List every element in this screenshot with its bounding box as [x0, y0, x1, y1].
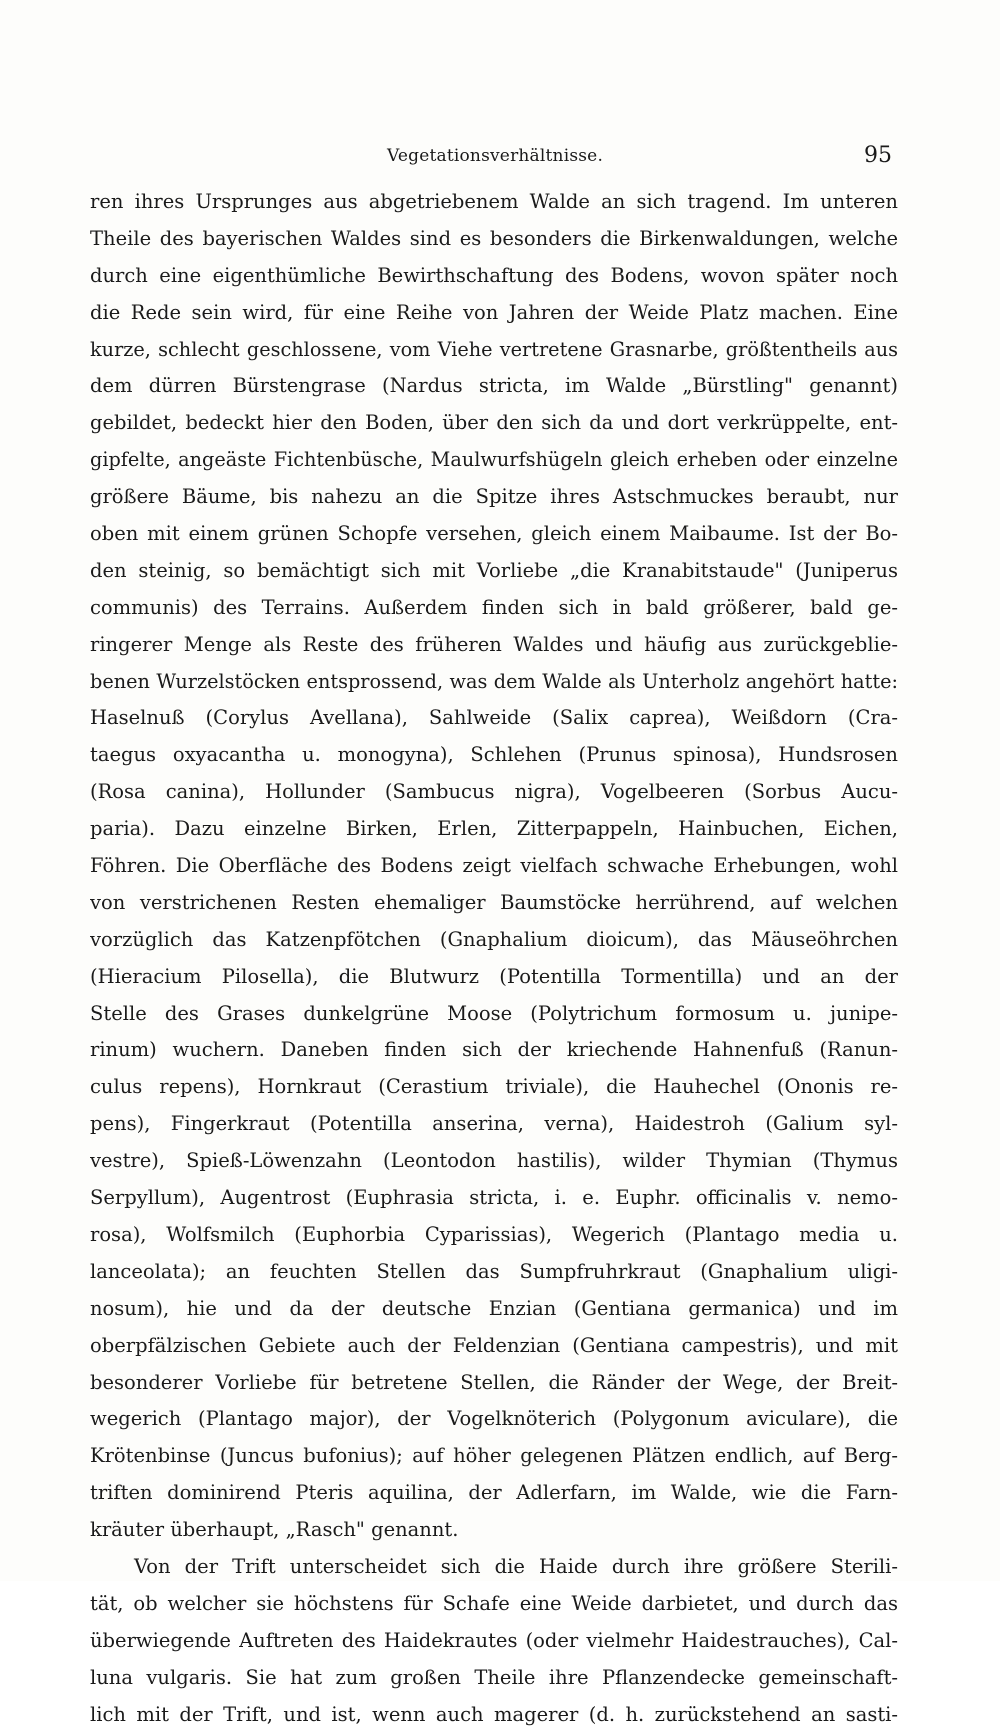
text-line: vorzüglich das Katzenpfötchen (Gnaphalium dioicum), das Mäuseöhrchen	[90, 927, 898, 951]
text-line: Föhren. Die Oberfläche des Bodens zeigt vielfach schwache Erhebungen, wohl	[90, 854, 898, 878]
text-line: die Rede sein wird, für eine Reihe von Jahren der Weide Platz machen. Eine	[90, 300, 898, 324]
text-line: Serpyllum), Augentrost (Euphrasia stricta, i. e. Euphr. officinalis v. nemo-	[90, 1186, 898, 1210]
page-number: 95	[864, 143, 892, 168]
text-line: gebildet, bedeckt hier den Boden, über den sich da und dort verkrüppelte, ent-	[90, 411, 898, 435]
text-line: pens), Fingerkraut (Potentilla anserina, verna), Haidestroh (Galium syl-	[90, 1112, 898, 1136]
text-line: (Rosa canina), Hollunder (Sambucus nigra), Vogelbeeren (Sorbus Aucu-	[90, 780, 898, 804]
text-line: Stelle des Grases dunkelgrüne Moose (Polytrichum formosum u. junipe-	[90, 1001, 898, 1025]
text-line: lanceolata); an feuchten Stellen das Sumpfruhrkraut (Gnaphalium uligi-	[90, 1259, 898, 1283]
text-line: communis) des Terrains. Außerdem finden sich in bald größerer, bald ge-	[90, 595, 898, 619]
text-line: oben mit einem grünen Schopfe versehen, gleich einem Maibaume. Ist der Bo-	[90, 522, 898, 546]
text-line: paria). Dazu einzelne Birken, Erlen, Zitterpappeln, Hainbuchen, Eichen,	[90, 817, 898, 841]
paragraph-end-line: kräuter überhaupt, „Rasch" genannt.	[90, 1518, 459, 1542]
text-line: rosa), Wolfsmilch (Euphorbia Cyparissias), Wegerich (Plantago media u.	[90, 1222, 898, 1246]
text-line: luna vulgaris. Sie hat zum großen Theile ihre Pflanzendecke gemeinschaft-	[90, 1665, 898, 1689]
text-line: tät, ob welcher sie höchstens für Schafe eine Weide darbietet, und durch das	[90, 1591, 898, 1615]
text-line: besonderer Vorliebe für betretene Stellen, die Ränder der Wege, der Breit-	[90, 1370, 898, 1394]
text-line: größere Bäume, bis nahezu an die Spitze ihres Astschmuckes beraubt, nur	[90, 485, 898, 509]
text-line: kurze, schlecht geschlossene, vom Viehe vertretene Grasnarbe, größtentheils aus	[90, 337, 898, 361]
text-line: triften dominirend Pteris aquilina, der Adlerfarn, im Walde, wie die Farn-	[90, 1481, 898, 1505]
text-line: ren ihres Ursprunges aus abgetriebenem Walde an sich tragend. Im unteren	[90, 190, 898, 213]
text-line: oberpfälzischen Gebiete auch der Feldenzian (Gentiana campestris), und mit	[90, 1333, 898, 1357]
text-line: lich mit der Trift, und ist, wenn auch magerer (d. h. zurückstehend an sasti-	[90, 1702, 898, 1726]
text-line: culus repens), Hornkraut (Cerastium triviale), die Hauhechel (Ononis re-	[90, 1075, 898, 1099]
text-line: (Hieracium Pilosella), die Blutwurz (Potentilla Tormentilla) und an der	[90, 964, 898, 988]
running-title: Vegetationsverhältnisse.	[386, 146, 604, 166]
body-text	[90, 184, 898, 1733]
text-line: Theile des bayerischen Waldes sind es besonders die Birkenwaldungen, welche	[90, 226, 898, 250]
text-line: taegus oxyacantha u. monogyna), Schlehen (Prunus spinosa), Hundsrosen	[90, 743, 898, 767]
text-line: ringerer Menge als Reste des früheren Waldes und häufig aus zurückgeblie-	[90, 632, 898, 656]
text-line: den steinig, so bemächtigt sich mit Vorliebe „die Kranabitstaude" (Juniperus	[90, 558, 898, 582]
text-line: vestre), Spieß-Löwenzahn (Leontodon hastilis), wilder Thymian (Thymus	[90, 1149, 898, 1173]
text-line: gipfelte, angeäste Fichtenbüsche, Maulwurfshügeln gleich erheben oder einzelne	[90, 448, 898, 472]
text-line: Krötenbinse (Juncus bufonius); auf höher gelegenen Plätzen endlich, auf Berg-	[90, 1444, 898, 1468]
text-line: wegerich (Plantago major), der Vogelknöterich (Polygonum aviculare), die	[90, 1407, 898, 1431]
text-line: dem dürren Bürstengrase (Nardus stricta, im Walde „Bürstling" genannt)	[90, 374, 898, 398]
text-line: von verstrichenen Resten ehemaliger Baumstöcke herrührend, auf welchen	[90, 890, 898, 914]
text-line: durch eine eigenthümliche Bewirthschaftung des Bodens, wovon später noch	[90, 263, 898, 287]
page-header	[90, 140, 900, 172]
text-line: überwiegende Auftreten des Haidekrautes (oder vielmehr Haidestrauches), Cal-	[90, 1628, 898, 1652]
text-line: benen Wurzelstöcken entsprossend, was dem Walde als Unterholz angehört hatte:	[90, 669, 898, 693]
text-line: nosum), hie und da der deutsche Enzian (Gentiana germanica) und im	[90, 1296, 898, 1320]
text-line: rinum) wuchern. Daneben finden sich der kriechende Hahnenfuß (Ranun-	[90, 1038, 898, 1062]
paragraph-start-line: Von der Trift unterscheidet sich die Haide durch ihre größere Sterili-	[134, 1554, 898, 1578]
text-line: Haselnuß (Corylus Avellana), Sahlweide (Salix caprea), Weißdorn (Cra-	[90, 706, 898, 730]
